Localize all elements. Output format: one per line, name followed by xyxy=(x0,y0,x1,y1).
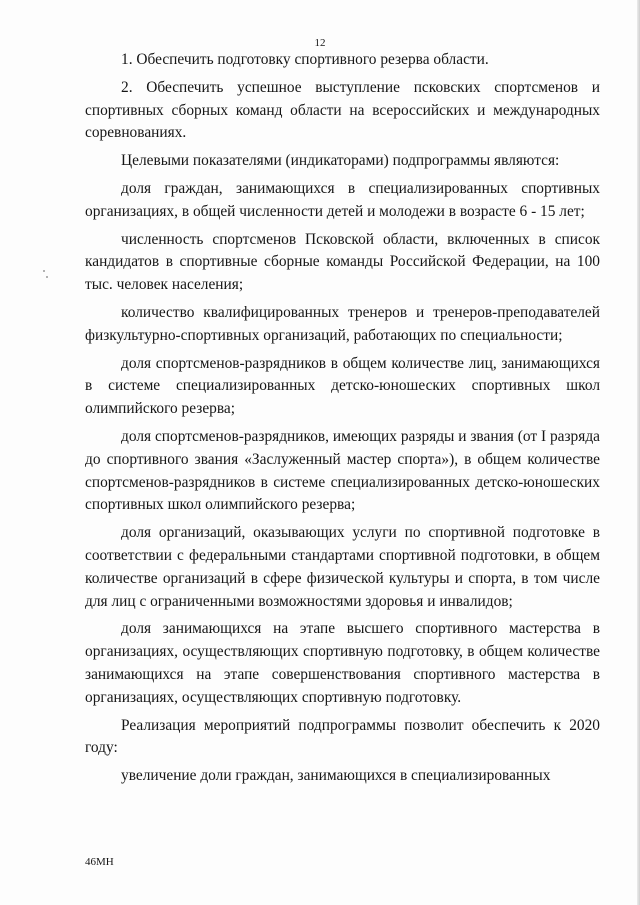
paragraph-goal-2: 2. Обеспечить успешное выступление псковских спортсменов и спортивных сборных команд области на всероссийских и международных соревнованиях. xyxy=(85,78,600,142)
paragraph-indicator-2: численность спортсменов Псковской области, включенных в список кандидатов в спортивные сборные команды Российской Федерации, на 100 тыс. человек населения; xyxy=(85,230,600,294)
paragraph-outcome-1: увеличение доли граждан, занимающихся в специализированных xyxy=(121,767,551,785)
paragraph-indicator-7: доля занимающихся на этапе высшего спортивного мастерства в организациях, осуществляющих спортивную подготовку, в общем количестве занимающихся на этапе совершенствования спортивного мастерства в организациях, осуществляющих спортивную подготовку. xyxy=(85,620,600,706)
paragraph-outcomes-intro: Реализация мероприятий подпрограммы позволит обеспечить к 2020 году: xyxy=(85,716,600,757)
paragraph-indicator-4: доля спортсменов-разрядников в общем количестве лиц, занимающихся в системе специализированных детско-юношеских спортивных школ олимпийского резерва; xyxy=(85,354,600,418)
paragraph-indicator-1: доля граждан, занимающихся в специализированных спортивных организациях, в общей численности детей и молодежи в возрасте 6 - 15 лет; xyxy=(85,179,600,220)
paragraph-indicators-intro: Целевыми показателями (индикаторами) подпрограммы являются: xyxy=(121,152,560,170)
page-number: 12 xyxy=(314,37,326,49)
paragraph-indicator-3: количество квалифицированных тренеров и тренеров-преподавателей физкультурно-спортивных организаций, работающих по специальности; xyxy=(85,303,600,344)
footer-document-code: 46МН xyxy=(85,856,114,868)
scan-speck xyxy=(43,270,45,272)
paragraph-indicator-6: доля организаций, оказывающих услуги по спортивной подготовке в соответствии с федеральными стандартами спортивной подготовки, в общем количестве организаций в сфере физической культуры и спорта, в том числе для лиц с ограниченными возможностями здоровья и инвалидов; xyxy=(85,524,600,610)
paragraph-goal-1: 1. Обеспечить подготовку спортивного резерва области. xyxy=(121,51,489,68)
paragraph-indicator-5: доля спортсменов-разрядников, имеющих разряды и звания (от I разряда до спортивного звания «Заслуженный мастер спорта»), в общем количестве спортсменов-разрядников в системе специализированных детско-юношеских спортивных школ олимпийского резерва; xyxy=(85,427,600,514)
body-text xyxy=(85,49,600,788)
scan-speck xyxy=(46,276,48,278)
